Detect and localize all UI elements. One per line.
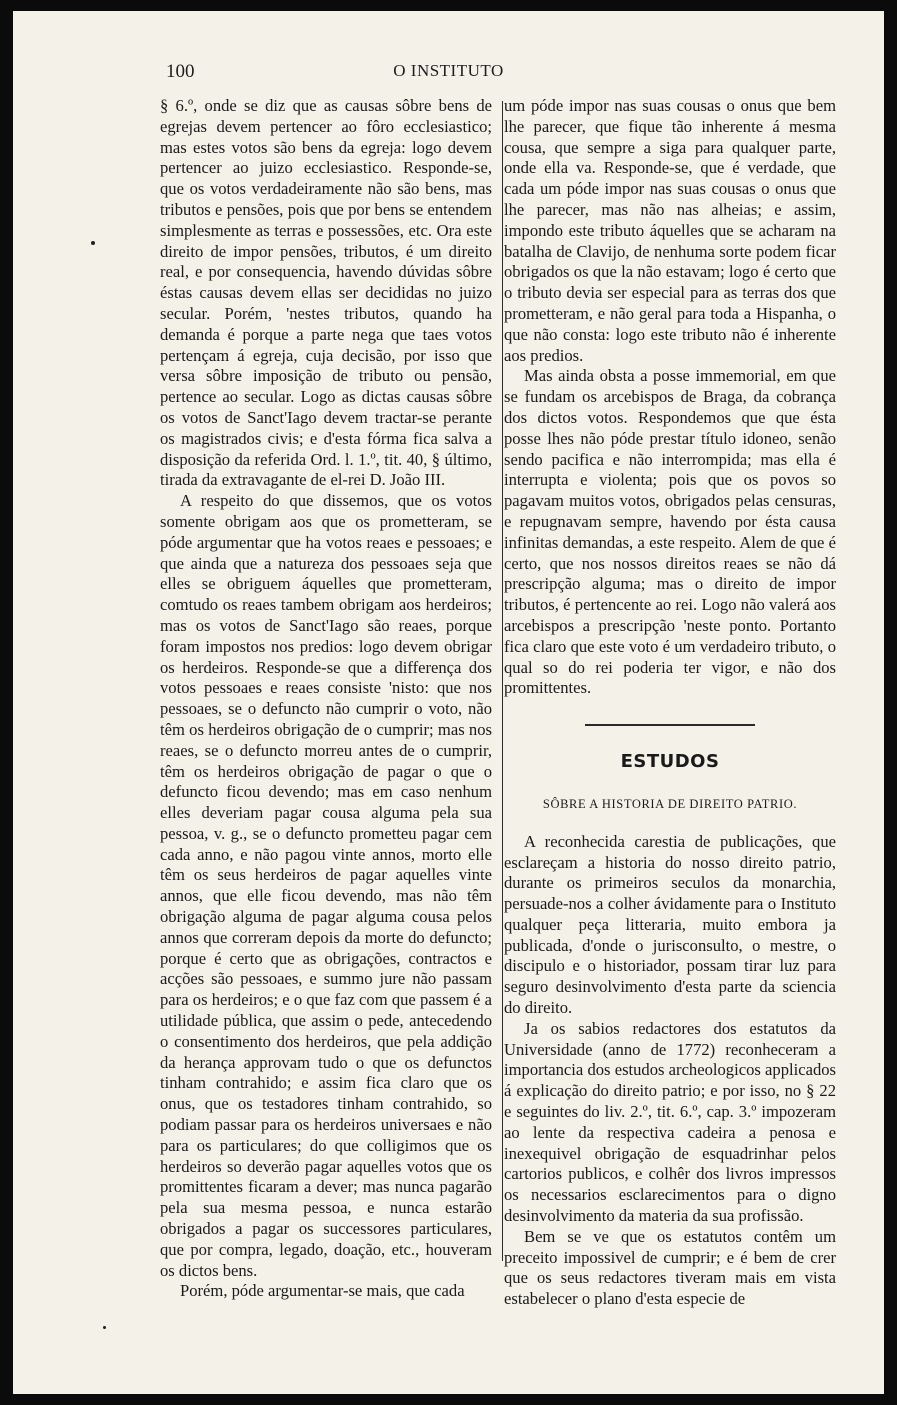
section-separator: [585, 724, 755, 726]
ink-speck: [91, 241, 95, 245]
left-paragraph-3: Porém, póde argumentar-se mais, que cada: [180, 1281, 465, 1301]
right-column: [504, 96, 836, 1310]
right-paragraph-2: Mas ainda obsta a posse immemorial, em que se fundam os arcebispos de Braga, da cobrança dos dictos votos. Respondemos que que ésta posse lhes não póde prestar título idoneo, senão sendo pacifica e não interrompida; mas ella é interrupta e violenta; pois que os povos so pagavam muitos votos, obrigados pelas censuras, e repugnavam sempre, havendo por ésta causa infinitas demandas, a este respeito. Alem de que é certo, que nos nossos direitos reaes se não dá prescripção alguma; mas o direito de impor tributos, é pertencente ao rei. Logo não valerá aos arcebispos a prescripção 'neste ponto. Portanto fica claro que este voto é um verdadeiro tributo, o qual so do rei poderia ter vigor, e não dos promittentes.: [504, 366, 836, 698]
section-subtitle: SÔBRE A HISTORIA DE DIREITO PATRIO.: [542, 796, 798, 811]
left-paragraph-2: A respeito do que dissemos, que os votos somente obrigam aos que os prometteram, se póde argumentar que ha votos reaes e pessoaes; e que ainda que a natureza dos pessoaes seja que elles se obriguem áquelles que prometteram, comtudo os reaes tambem obrigam aos herdeiros; mas os votos de Sanct'Iago são reaes, porque foram impostos nos predios: logo devem obrigar os herdeiros. Responde-se que a differença dos votos pessoaes e reaes consiste 'nisto: que nos pessoaes, se o defuncto não cumprir o voto, não têm os herdeiros obrigação de o cumprir; mas nos reaes, se o defuncto morreu antes de o cumprir, têm os herdeiros obrigação de pagar o que o defuncto ficou devendo; mas em caso nenhum elles deveriam pagar cousa alguma pela sua pessoa, v. g., se o defuncto prometteu pagar cem cada anno, e não pagou vinte annos, morto elle têm os seus herdeiros de pagar aquelles vinte annos, que elle ficou devendo, mas não têm obrigação alguma de pagar alguma cousa pelos annos que correram depois da morte do defuncto; porque é certo que as obrigações, contractos e acções são pessoaes, e summo jure não passam para os herdeiros; e o que faz com que passem é a utilidade pública, que assim o pede, antecedendo o consentimento dos herdeiros, que pela addição da herança approvam tudo o que os defunctos tinham contrahido; e assim fica claro que os onus, que os testadores tinham contrahido, so podiam passar para os herdeiros universaes e não para os particulares; do que colligimos que os herdeiros so deverão pagar aquelles votos que os promittentes ficaram a dever; mas nunca pagarão pela sua mesma pessoa, e nunca estarão obrigados a pagar os successores particulares, que por compra, legado, doação, etc., houveram os dictos bens.: [160, 491, 492, 1280]
scanned-page: [13, 11, 884, 1394]
running-title: O INSTITUTO: [393, 61, 504, 80]
ink-speck: [103, 1326, 106, 1329]
page-header: [13, 61, 884, 91]
right-paragraph-4: Ja os sabios redactores dos estatutos da Universidade (anno de 1772) reconheceram a importancia dos estudos archeologicos applicados á explicação do direito patrio; e por isso, no § 22 e seguintes do liv. 2.º, tit. 6.º, cap. 3.º impozeram ao lente da respectiva cadeira a penosa e inexequivel obrigação de esquadrinhar pelos cartorios publicos, e colhêr dos livros impressos os necessarios esclarecimentos para o digno desinvolvimento da materia da sua profissão.: [504, 1018, 836, 1226]
right-paragraph-3: A reconhecida carestia de publicações, que esclareçam a historia do nosso direito patrio, durante os primeiros seculos da monarchia, persuade-nos a colher ávidamente para o Instituto qualquer peça litteraria, muito embora ja publicada, d'onde o jurisconsulto, o mestre, o discipulo e o historiador, possam tirar luz para seguro desinvolvimento d'esta parte da sciencia do direito.: [504, 831, 836, 1018]
left-paragraph-1: § 6.º, onde se diz que as causas sôbre bens de egrejas devem pertencer ao fôro ecclesiastico; mas estes votos são bens da egreja: logo devem pertencer ao juizo ecclesiastico. Responde-se, que os votos verdadeiramente não são bens, mas tributos e pensões, pois que por bens se entendem simplesmente as terras e possessões, etc. Ora este direito de impor pensões, tributos, é um direito real, e por consequencia, havendo dúvidas sôbre éstas causas devem ellas ser decididas no juizo secular. Porém, 'nestes tributos, quando ha demanda é porque a parte nega que taes votos pertençam á egreja, cuja decisão, por isso que versa sôbre imposição de tributo ou pensão, pertence ao secular. Logo as dictas causas sôbre os votos de Sanct'Iago devem tractar-se perante os magistrados civis; e d'esta fórma fica salva a disposição da referida Ord. l. 1.º, tit. 40, § último, tirada da extravagante de el-rei D. João III.: [160, 96, 492, 490]
right-paragraph-1: um póde impor nas suas cousas o onus que bem lhe parecer, que fique tão inherente á mesma cousa, que sempre a siga para qualquer parte, onde ella va. Responde-se, que é verdade, que cada um póde impor nas suas cousas o onus que lhe parecer, mas não nas alheias; e assim, impondo este tributo áquelles que se acharam na batalha de Clavijo, de nenhuma sorte podem ficar obrigados os que la não estavam; logo é certo que o tributo devia ser especial para as terras dos que prometteram, e não geral para toda a Hispanha, o que não consta: logo este tributo não é inherente aos predios.: [504, 96, 836, 365]
column-divider: [502, 101, 503, 1261]
right-paragraph-5: Bem se ve que os estatutos contêm um preceito impossivel de cumprir; e é bem de crer que os seus redactores tiveram mais em vista estabelecer o plano d'esta especie de: [504, 1226, 836, 1309]
page-number: 100: [166, 61, 195, 82]
left-column: [160, 96, 492, 1302]
section-title: ESTUDOS: [620, 751, 720, 773]
